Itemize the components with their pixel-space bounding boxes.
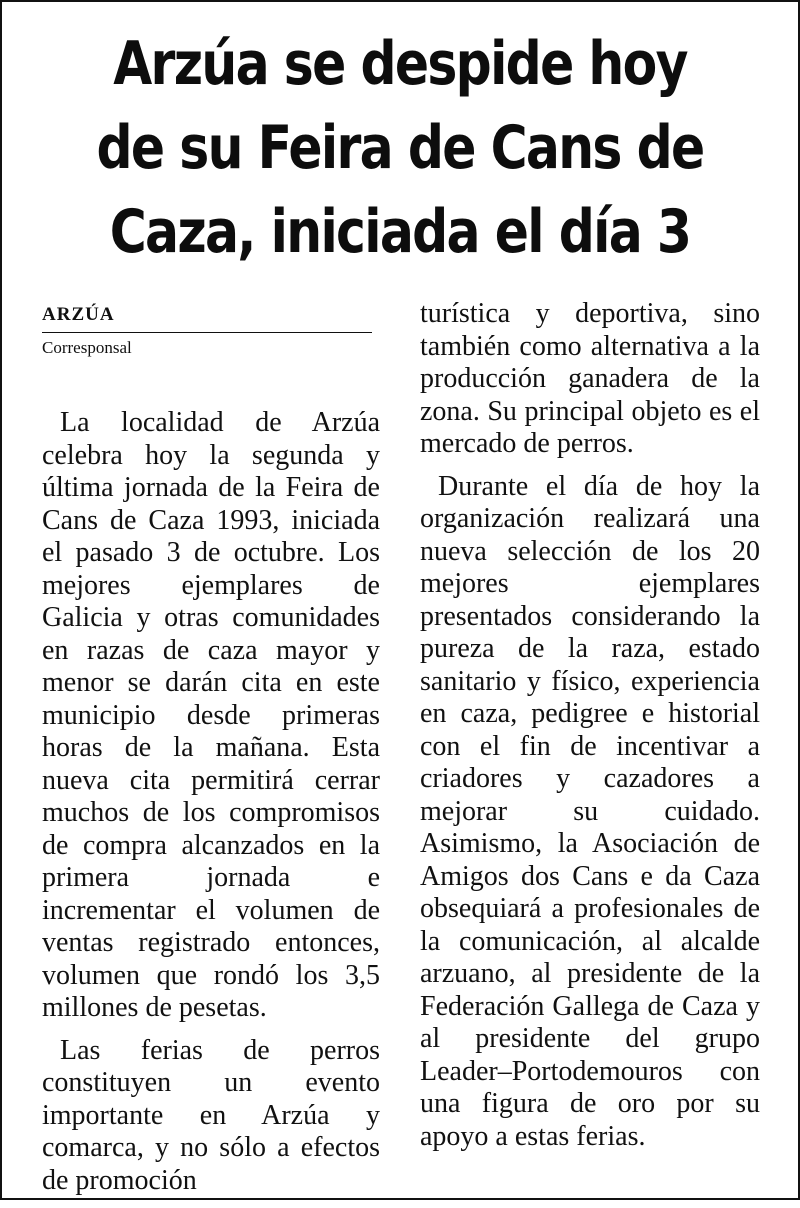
article-paragraph: La localidad de Arzúa celebra hoy la segunda y última jornada de la Feira de Cans de Caza 1993, iniciada el pasado 3 de octubre. Los mejores ejemplares de Galicia y otras comunidades en razas de caza mayor y menor se darán cita en este municipio desde primeras horas de la mañana. Esta nueva cita permitirá cerrar muchos de los compromisos de compra alcanzados en la primera jornada e incrementar el volumen de ventas registrado entonces, volumen que rondó los 3,5 millones de pesetas.: [42, 407, 380, 1023]
article-paragraph: Durante el día de hoy la organización realizará una nueva selección de los 20 mejores ejemplares presentados considerando la pureza de la raza, estado sanitario y físico, experiencia en caza, pedigree e historial con el fin de incentivar a criadores y cazadores a mejorar su cuidado. Asimismo, la Asociación de Amigos dos Cans e da Caza obsequiará a profesionales de la comunicación, al alcalde arzuano, al presidente de la Federación Gallega de Caza y al presidente del grupo Leader–Portodemouros con una figura de oro por su apoyo a estas ferias.: [420, 470, 760, 1152]
byline-location: ARZÚA: [42, 298, 372, 333]
article-column-right: [420, 298, 760, 1153]
headline-line: Caza, iniciada el día 3: [109, 197, 691, 267]
article-paragraph: turística y deportiva, sino también como alternativa a la producción ganadera de la zona. Su principal objeto es el mercado de perros.: [420, 298, 760, 459]
headline-line: de su Feira de Cans de: [96, 113, 704, 183]
article-paragraph: Las ferias de perros constituyen un evento importante en Arzúa y comarca, y no sólo a efectos de promoción: [42, 1034, 380, 1196]
article-column-left: [42, 298, 380, 1197]
article-headline: [86, 22, 714, 274]
headline-line: Arzúa se despide hoy: [113, 29, 687, 99]
byline-role: Corresponsal: [42, 338, 132, 357]
